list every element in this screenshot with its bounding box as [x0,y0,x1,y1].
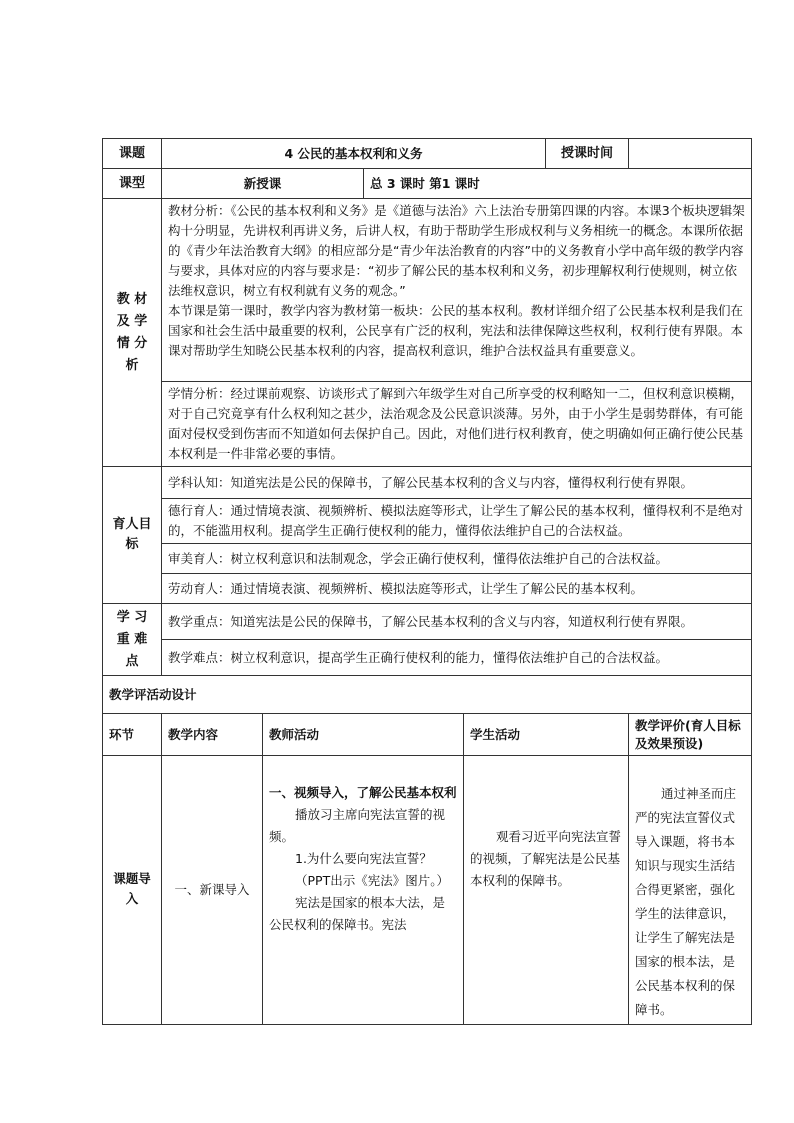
lesson-analysis: 本节课是第一课时，教学内容为教材第一板块：公民的基本权利。教材详细介绍了公民基本权利是我们在国家和社会生活中最重要的权利，公民享有广泛的权利，宪法和法律保障这些权利，权利行使有界限。本课对帮助学生知晓公民基本权利的内容，提高权利意识，维护合法权益具有重要意义。 [168,303,744,358]
goal-aesthetic: 审美育人：树立权利意识和法制观念，学会正确行使权利，懂得依法维护自己的合法权益。 [162,544,752,574]
goal-row-4 [103,574,752,604]
topic-row [103,139,752,169]
col-stage: 环节 [103,714,162,756]
content-cell: 一、新课导入 [162,756,263,1025]
col-content: 教学内容 [162,714,263,756]
lesson-plan-table [102,138,752,1025]
analysis-textbook-row [103,199,752,382]
goal-cognition: 学科认知：知道宪法是公民的保障书，了解公民基本权利的含义与内容，懂得权利行使有界限。 [162,467,752,499]
goal-row-1 [103,467,752,499]
time-label: 授课时间 [546,139,629,169]
teacher-cell [263,756,464,1025]
teacher-line-4: 宪法是国家的根本大法，是公民权利的保障书。宪法 [269,895,446,932]
time-value [629,139,752,169]
keypoint-row-2 [103,640,752,676]
hours-value: 总 3 课时 第1 课时 [364,169,752,199]
goal-labor: 劳动育人：通过情境表演、视频辨析、模拟法庭等形式，让学生了解公民的基本权利。 [162,574,752,604]
analysis-label: 教 材 及 学 情 分 析 [103,199,162,467]
type-label: 课型 [103,169,162,199]
student-cell [464,756,629,1025]
design-title: 教学评活动设计 [103,676,752,714]
goal-morality: 德行育人：通过情境表演、视频辨析、模拟法庭等形式，让学生了解公民的基本权利，懂得权利不是绝对的，不能滥用权利。提高学生正确行使权利的能力，懂得依法维护自己的合法权益。 [162,499,752,544]
teacher-line-2: 1.为什么要向宪法宣誓？ [295,851,432,866]
keypoints-label: 学 习 重 难 点 [103,604,162,676]
teacher-line-3: （PPT出示《宪法》图片。） [295,873,449,888]
evaluation-cell [629,756,752,1025]
topic-label: 课题 [103,139,162,169]
student-activity: 观看习近平向宪法宣誓的视频，了解宪法是公民基本权利的保障书。 [470,829,622,888]
topic-value: 4 公民的基本权利和义务 [162,139,546,169]
keypoint-row-1 [103,604,752,640]
design-header-row [103,714,752,756]
goal-row-2 [103,499,752,544]
difficult-point: 教学难点：树立权利意识，提高学生正确行使权利的能力，懂得依法维护自己的合法权益。 [162,640,752,676]
col-student: 学生活动 [464,714,629,756]
teacher-heading: 一、视频导入，了解公民基本权利 [269,785,457,800]
design-row-intro [103,756,752,1025]
student-analysis: 学情分析：经过课前观察、访谈形式了解到六年级学生对自己所享受的权利略知一二，但权利意识模糊，对于自己究竟享有什么权利知之甚少，法治观念及公民意识淡薄。另外，由于小学生是弱势群体，有可能面对侵权受到伤害而不知道如何去保护自己。因此，对他们进行权利教育，使之明确如何正确行使公民基本权利是一件非常必要的事情。 [168,386,744,461]
teacher-line-1: 播放习主席向宪法宣誓的视频。 [269,807,446,844]
textbook-analysis: 教材分析：《公民的基本权利和义务》是《道德与法治》六上法治专册第四课的内容。本课3个板块逻辑架构十分明显，先讲权利再讲义务，后讲人权，有助于帮助学生形成权利与义务相统一的概念。本课所依据的《青少年法治教育大纲》的相应部分是“青少年法治教育的内容”中的义务教育小学中高年级的教学内容与要求，具体对应的内容与要求是：“初步了解公民的基本权利和义务，初步理解权利行使规则，树立依法维权意识，树立有权利就有义务的观念。” [168,203,745,298]
analysis-students-row [103,382,752,467]
goals-label: 育人目标 [103,467,162,604]
type-value: 新授课 [162,169,364,199]
design-title-row [103,676,752,714]
goal-row-3 [103,544,752,574]
key-point: 教学重点：知道宪法是公民的保障书，了解公民基本权利的含义与内容，知道权利行使有界限。 [162,604,752,640]
col-evaluation: 教学评价(育人目标及效果预设) [629,714,752,756]
evaluation-text: 通过神圣而庄严的宪法宣誓仪式导入课题，将书本知识与现实生活结合得更紧密，强化学生的法律意识，让学生了解宪法是国家的根本法，是公民基本权利的保障书。 [635,786,737,1017]
type-row [103,169,752,199]
col-teacher: 教师活动 [263,714,464,756]
lesson-plan-page [102,138,751,1025]
stage-cell: 课题导入 [103,756,162,1025]
